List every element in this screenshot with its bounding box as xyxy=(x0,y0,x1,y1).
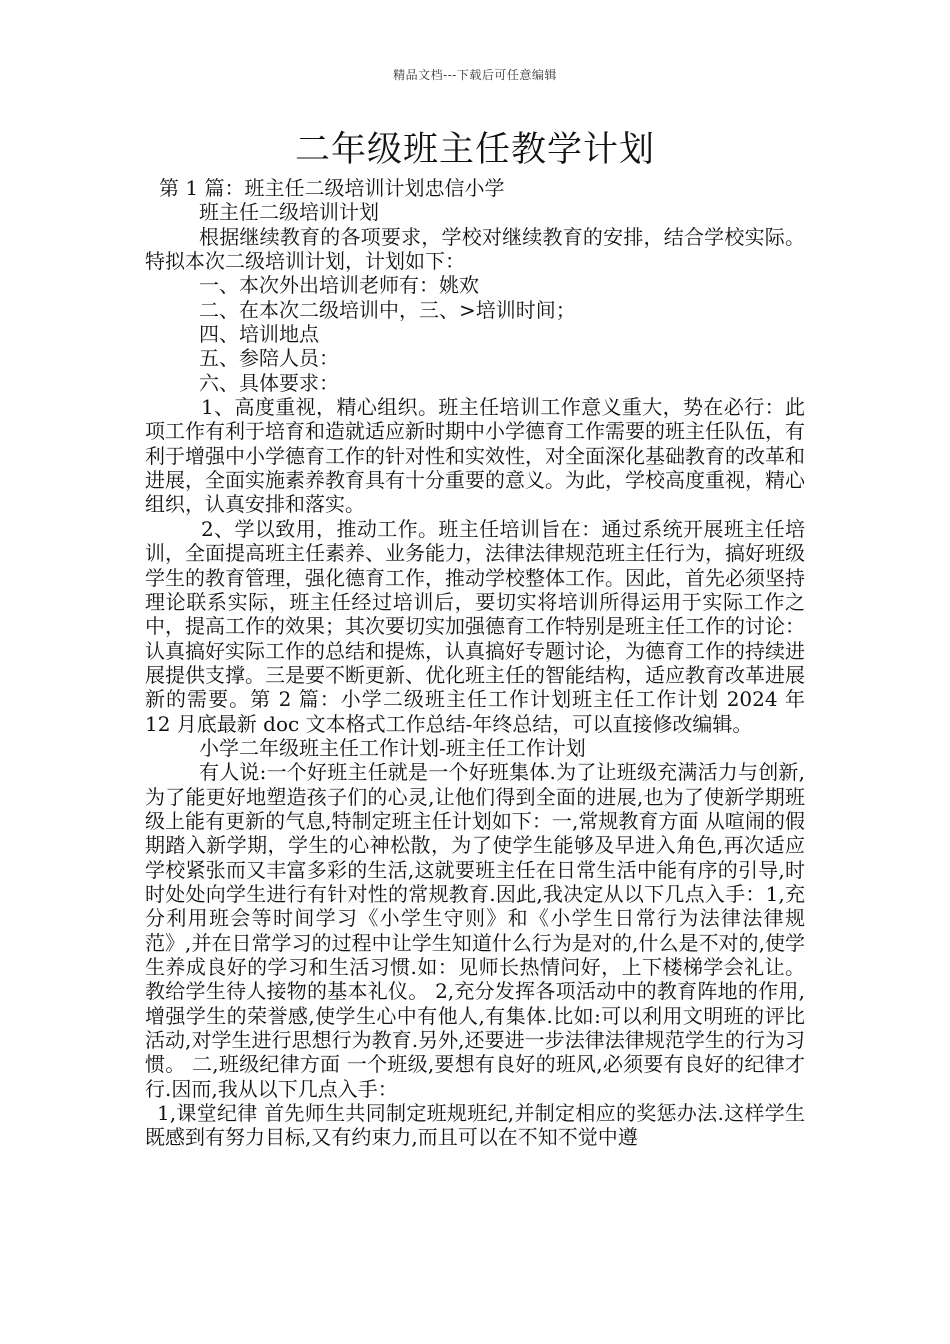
paragraph-requirement-1: 1、高度重视，精心组织。班主任培训工作意义重大，势在必行：此项工作有利于培育和造就适应新时期中小学德育工作需要的班主任队伍，有利于增强中小学德育工作的针对性和实效性，对全面深化基础教育的改革和进展，全面实施素养教育具有十分重要的意义。为此，学校高度重视，精心组织，认真安排和落实。 xyxy=(145,395,805,517)
subheading-training-plan: 班主任二级培训计划 xyxy=(199,200,379,225)
header-note: 精品文档---下载后可任意编辑 xyxy=(393,68,557,82)
paragraph-grade2-plan: 有人说:一个好班主任就是一个好班集体.为了让班级充满活力与创新,为了能更好地塑造孩子们的心灵,让他们得到全面的进展,也为了使新学期班级上能有更新的气息,特制定班主任计划如下：一,常规教育方面 从喧闹的假期踏入新学期，学生的心神松散，为了使学生能够及早进入角色,再次适应学校紧张而又丰富多彩的生活,这就要班主任在日常生活中能有序的引导,时时处处向学生进行有针对性的常规教育.因此,我决定从以下几点入手：1,充分利用班会等时间学习《小学生守则》和《小学生日常行为法律法律规范》,并在日常学习的过程中让学生知道什么行为是对的,什么是不对的,使学生养成良好的学习和生活习惯.如：见师长热情问好，上下楼梯学会礼让。教给学生待人接物的基本礼仪。 2,充分发挥各项活动中的教育阵地的作用,增强学生的荣誉感,使学生心中有他人,有集体.比如:可以利用文明班的评比活动,对学生进行思想行为教育.另外,还要进一步法律法律规范学生的行为习惯。 二,班级纪律方面 一个班级,要想有良好的班风,必须要有良好的纪律才行.因而,我从以下几点入手： xyxy=(145,760,805,1101)
list-item-4: 四、培训地点 xyxy=(199,322,319,347)
list-item-1: 一、本次外出培训老师有：姚欢 xyxy=(199,273,479,298)
list-item-5: 五、参陪人员： xyxy=(199,346,339,371)
list-item-6: 六、具体要求： xyxy=(199,370,339,395)
document-body xyxy=(145,176,805,1150)
section-heading-1: 第 1 篇：班主任二级培训计划忠信小学 xyxy=(159,176,505,200)
document-title: 二年级班主任教学计划 xyxy=(294,130,655,170)
paragraph-requirement-2: 2、学以致用，推动工作。班主任培训旨在：通过系统开展班主任培训，全面提高班主任素养、业务能力，法律法律规范班主任行为，搞好班级学生的教育管理，强化德育工作，推动学校整体工作。因此，首先必须坚持理论联系实际，班主任经过培训后，要切实将培训所得运用于实际工作之中，提高工作的效果；其次要切实加强德育工作特别是班主任工作的讨论：认真搞好实际工作的总结和提炼，认真搞好专题讨论，为德育工作的持续进展提供支撑。三是要不断更新、优化班主任的智能结构，适应教育改革进展新的需要。第 2 篇：小学二级班主任工作计划班主任工作计划 2024 年 12 月底最新 doc 文本格式工作总结-年终总结，可以直接修改编辑。 xyxy=(145,516,805,736)
paragraph-intro: 根据继续教育的各项要求，学校对继续教育的安排，结合学校实际。特拟本次二级培训计划，计划如下： xyxy=(145,224,805,274)
list-item-2: 二、在本次二级培训中，三、>培训时间； xyxy=(199,297,576,322)
paragraph-classroom-discipline: 1,课堂纪律 首先师生共同制定班规班纪,并制定相应的奖惩办法.这样学生既感到有努力目标,又有约束力,而且可以在不知不觉中遵 xyxy=(145,1101,805,1150)
subheading-grade2-plan: 小学二年级班主任工作计划-班主任工作计划 xyxy=(199,735,586,760)
